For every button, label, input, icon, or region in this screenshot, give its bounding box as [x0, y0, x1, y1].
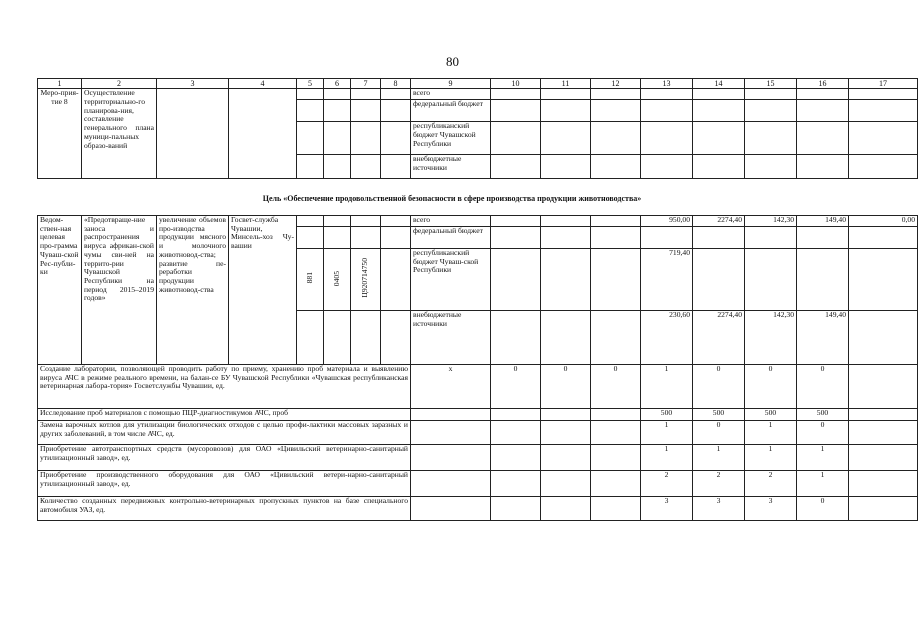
- indicator-value: 1: [745, 421, 797, 445]
- column-number: 16: [797, 79, 849, 89]
- cell: [381, 122, 411, 155]
- indicator-value: 1: [641, 421, 693, 445]
- cell: [351, 311, 381, 365]
- amount-cell: 0,00: [849, 216, 918, 227]
- cell: [157, 89, 229, 179]
- cell: [541, 216, 591, 227]
- indicator-row: [38, 365, 918, 409]
- cell: [849, 471, 918, 497]
- indicator-value: [591, 497, 641, 521]
- section-code: 0405: [324, 249, 351, 311]
- indicator-text: Исследование проб материалов с помощью ПЦР-диагностикумов АЧС, проб: [38, 409, 411, 421]
- amount-cell: 2274,40: [693, 216, 745, 227]
- indicator-row: [38, 409, 918, 421]
- measure-label: Меро-прия-тие 8: [38, 89, 82, 179]
- cell: [797, 249, 849, 311]
- indicator-value: [491, 497, 541, 521]
- indicator-text: Замена варочных котлов для утилизации биологических отходов с целью профи-лактики массовых заразных и других заболеваний, в том числе АЧС, ед.: [38, 421, 411, 445]
- cell: [297, 100, 324, 122]
- column-number: 11: [541, 79, 591, 89]
- indicator-value: 0: [491, 365, 541, 409]
- indicator-value: 0: [797, 421, 849, 445]
- indicator-value: 1: [693, 445, 745, 471]
- indicator-text: Создание лаборатории, позволяющей проводить работу по приему, хранению проб материала и выявлению вируса АЧС в режиме реального времени, на балан-се БУ Чувашской Республики «Чувашская республиканская ветеринарная лабора-тория» Госветслужбы Чувашии, ед.: [38, 365, 411, 409]
- indicator-value: 1: [797, 445, 849, 471]
- indicator-text: Количество созданных передвижных контрольно-ветеринарных пропускных пунктов на базе специального автомобиля УАЗ, ед.: [38, 497, 411, 521]
- cell: [745, 249, 797, 311]
- cell: [297, 227, 324, 249]
- cell: [849, 365, 918, 409]
- indicator-value: х: [411, 365, 491, 409]
- funding-source: внебюджетные источники: [411, 311, 491, 365]
- funding-source: республиканский бюджет Чуваш-ской Республики: [411, 249, 491, 311]
- cell: [591, 100, 641, 122]
- funding-source: всего: [411, 89, 491, 100]
- indicator-value: [491, 471, 541, 497]
- ministry-code: 881: [297, 249, 324, 311]
- indicator-value: [591, 471, 641, 497]
- cell: [641, 227, 693, 249]
- column-number: 3: [157, 79, 229, 89]
- cell: [745, 100, 797, 122]
- indicator-value: 3: [641, 497, 693, 521]
- cell: [297, 89, 324, 100]
- indicator-value: 1: [641, 365, 693, 409]
- indicator-value: 0: [797, 365, 849, 409]
- cell: [541, 311, 591, 365]
- indicator-value: 500: [641, 409, 693, 421]
- indicator-value: 0: [745, 365, 797, 409]
- indicator-value: 3: [745, 497, 797, 521]
- cell: [541, 249, 591, 311]
- column-number: 7: [351, 79, 381, 89]
- indicator-value: [411, 471, 491, 497]
- indicator-text: Приобретение автотранспортных средств (мусоровозов) для ОАО «Цивильский ветеринарно-санитарный утилизационный завод», ед.: [38, 445, 411, 471]
- cell: [541, 155, 591, 179]
- cell: [297, 122, 324, 155]
- indicator-value: 2: [693, 471, 745, 497]
- indicator-value: [591, 421, 641, 445]
- cell: [591, 155, 641, 179]
- indicator-value: 2: [745, 471, 797, 497]
- amount-cell: 149,40: [797, 311, 849, 365]
- indicator-text: Приобретение производственного оборудования для ОАО «Цивильский ветери-нарно-санитарный утилизационный завод», ед.: [38, 471, 411, 497]
- cell: [324, 227, 351, 249]
- funding-source: федеральный бюджет: [411, 227, 491, 249]
- cell: [297, 155, 324, 179]
- cell: [849, 227, 918, 249]
- amount-cell: 230,60: [641, 311, 693, 365]
- target-article-code: Ц920714750: [351, 249, 381, 311]
- indicator-value: 0: [693, 421, 745, 445]
- cell: [745, 227, 797, 249]
- cell: [491, 122, 541, 155]
- funding-source: внебюджетные источники: [411, 155, 491, 179]
- cell: [797, 89, 849, 100]
- cell: [541, 89, 591, 100]
- cell: [491, 89, 541, 100]
- cell: [849, 122, 918, 155]
- cell: [381, 100, 411, 122]
- indicator-value: 500: [693, 409, 745, 421]
- cell: [351, 89, 381, 100]
- cell: [541, 100, 591, 122]
- cell: [351, 155, 381, 179]
- program-name: «Предотвраще-ние заноса и распространения вируса африкан-ской чумы сви-ней на террито-рии Чувашской Республики на период 2015–2019 годов»: [82, 216, 157, 365]
- amount-cell: 2274,40: [693, 311, 745, 365]
- responsible-executor: Госвет-служба Чувашии, Минсель-хоз Чу-вашии: [229, 216, 297, 365]
- indicator-row: [38, 471, 918, 497]
- cell: [641, 122, 693, 155]
- indicator-value: 500: [797, 409, 849, 421]
- cell: [591, 249, 641, 311]
- indicator-value: 2: [641, 471, 693, 497]
- cell: [491, 155, 541, 179]
- cell: [351, 122, 381, 155]
- expected-result: увеличение объемов про-изводства продукции мясного и молочного животновод-ства; развитие пе-реработки продукции животновод-ства: [157, 216, 229, 365]
- indicator-value: 500: [745, 409, 797, 421]
- program-table-top: [37, 78, 918, 179]
- funding-source: всего: [411, 216, 491, 227]
- cell: [324, 100, 351, 122]
- cell: [849, 89, 918, 100]
- indicator-value: [541, 421, 591, 445]
- cell: [797, 227, 849, 249]
- amount-cell: 950,00: [641, 216, 693, 227]
- indicator-value: [491, 421, 541, 445]
- cell: [693, 122, 745, 155]
- cell: [297, 311, 324, 365]
- column-number: 5: [297, 79, 324, 89]
- indicator-value: 0: [797, 497, 849, 521]
- program-type: Ведом-ствен-ная целевая про-грамма Чуваш-ской Рес-публи-ки: [38, 216, 82, 365]
- cell: [324, 89, 351, 100]
- cell: [797, 155, 849, 179]
- column-number: 17: [849, 79, 918, 89]
- cell: [381, 249, 411, 311]
- cell: [849, 249, 918, 311]
- cell: [591, 311, 641, 365]
- funding-source: федеральный бюджет: [411, 100, 491, 122]
- indicator-value: [411, 421, 491, 445]
- cell: [849, 100, 918, 122]
- indicator-row: [38, 421, 918, 445]
- indicator-value: [411, 497, 491, 521]
- cell: [641, 89, 693, 100]
- cell: [381, 227, 411, 249]
- indicator-value: [541, 497, 591, 521]
- indicator-value: 1: [641, 445, 693, 471]
- indicator-value: 0: [693, 365, 745, 409]
- indicator-value: 1: [745, 445, 797, 471]
- column-number: 15: [745, 79, 797, 89]
- cell: [541, 122, 591, 155]
- cell: [591, 122, 641, 155]
- goal-title: Цель «Обеспечение продовольственной безопасности в сфере производства продукции животноводства»: [262, 194, 642, 203]
- indicator-value: [411, 445, 491, 471]
- amount-cell: 719,40: [641, 249, 693, 311]
- indicator-row: [38, 497, 918, 521]
- cell: [797, 100, 849, 122]
- cell: [693, 227, 745, 249]
- cell: [351, 216, 381, 227]
- column-number-row: [38, 79, 918, 89]
- cell: [491, 216, 541, 227]
- cell: [849, 421, 918, 445]
- cell: [381, 311, 411, 365]
- cell: [591, 227, 641, 249]
- amount-cell: 142,30: [745, 216, 797, 227]
- indicator-value: 0: [541, 365, 591, 409]
- cell: [491, 311, 541, 365]
- cell: [797, 122, 849, 155]
- cell: [849, 497, 918, 521]
- cell: [491, 100, 541, 122]
- indicator-value: [541, 471, 591, 497]
- column-number: 8: [381, 79, 411, 89]
- cell: [849, 311, 918, 365]
- cell: [324, 122, 351, 155]
- column-number: 1: [38, 79, 82, 89]
- indicator-value: [541, 409, 591, 421]
- cell: [693, 100, 745, 122]
- cell: [591, 89, 641, 100]
- measure-name: Осуществление территориально-го планирова-ния, составление генерального плана муници-пальных образо-ваний: [82, 89, 157, 179]
- cell: [745, 155, 797, 179]
- amount-cell: 142,30: [745, 311, 797, 365]
- table-row: [38, 216, 918, 227]
- cell: [324, 216, 351, 227]
- column-number: 14: [693, 79, 745, 89]
- indicator-value: [411, 409, 491, 421]
- cell: [641, 100, 693, 122]
- cell: [745, 122, 797, 155]
- cell: [351, 227, 381, 249]
- cell: [849, 445, 918, 471]
- indicator-value: [491, 445, 541, 471]
- column-number: 2: [82, 79, 157, 89]
- cell: [693, 249, 745, 311]
- cell: [381, 216, 411, 227]
- cell: [324, 155, 351, 179]
- column-number: 6: [324, 79, 351, 89]
- cell: [491, 249, 541, 311]
- cell: [849, 409, 918, 421]
- amount-cell: 149,40: [797, 216, 849, 227]
- program-table-bottom: [37, 215, 918, 521]
- cell: [229, 89, 297, 179]
- page-number: 80: [446, 54, 459, 69]
- cell: [693, 155, 745, 179]
- cell: [641, 155, 693, 179]
- indicator-value: 3: [693, 497, 745, 521]
- indicator-value: [591, 409, 641, 421]
- cell: [541, 227, 591, 249]
- funding-source: республиканский бюджет Чувашской Республики: [411, 122, 491, 155]
- cell: [381, 89, 411, 100]
- column-number: 13: [641, 79, 693, 89]
- cell: [381, 155, 411, 179]
- indicator-value: [491, 409, 541, 421]
- indicator-value: [541, 445, 591, 471]
- cell: [849, 155, 918, 179]
- column-number: 12: [591, 79, 641, 89]
- indicator-value: 1: [797, 471, 849, 497]
- indicator-row: [38, 445, 918, 471]
- cell: [351, 100, 381, 122]
- column-number: 10: [491, 79, 541, 89]
- column-number: 9: [411, 79, 491, 89]
- column-number: 4: [229, 79, 297, 89]
- indicator-value: [591, 445, 641, 471]
- cell: [745, 89, 797, 100]
- cell: [491, 227, 541, 249]
- cell: [591, 216, 641, 227]
- cell: [324, 311, 351, 365]
- cell: [693, 89, 745, 100]
- cell: [297, 216, 324, 227]
- indicator-value: 0: [591, 365, 641, 409]
- table-row: [38, 89, 918, 100]
